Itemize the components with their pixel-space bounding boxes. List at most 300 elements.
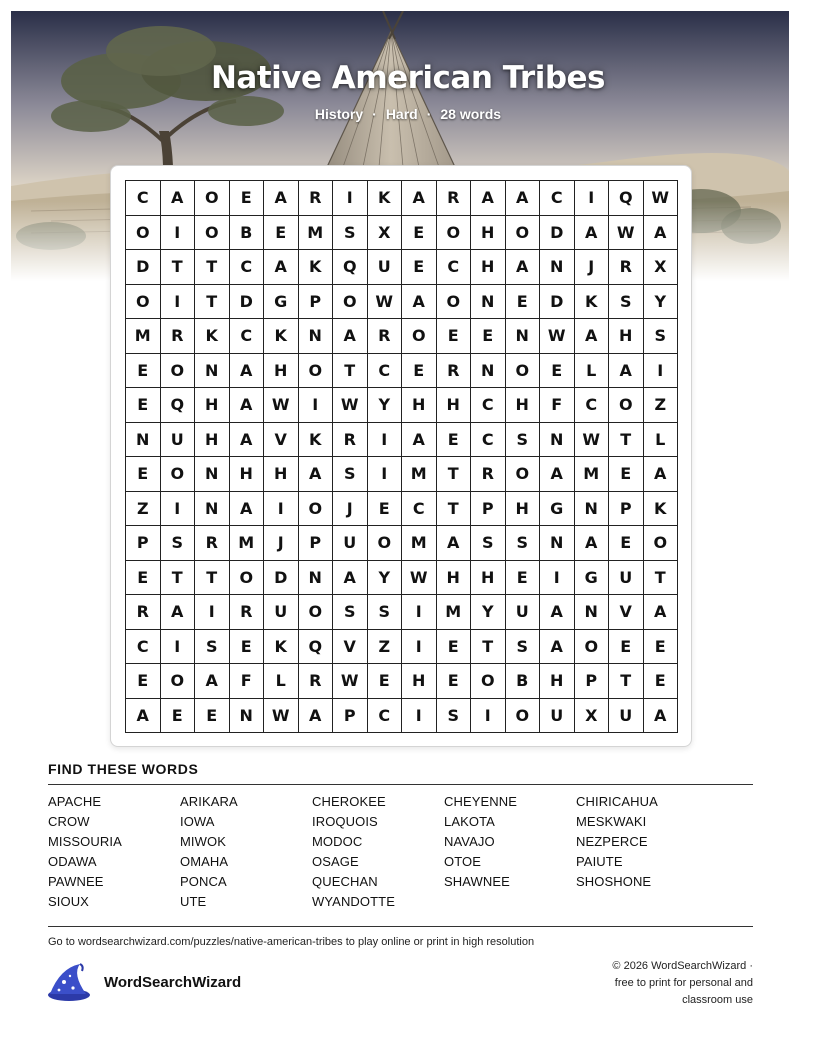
grid-cell[interactable]: O	[161, 664, 196, 699]
word-list-item: LAKOTA	[444, 814, 495, 829]
grid-cell[interactable]: C	[402, 492, 437, 527]
grid-cell[interactable]: Q	[161, 388, 196, 423]
word-list-item: SIOUX	[48, 894, 89, 909]
grid-cell[interactable]: Y	[368, 561, 403, 596]
grid-cell[interactable]: G	[540, 492, 575, 527]
grid-cell[interactable]: U	[264, 595, 299, 630]
grid-cell[interactable]: K	[368, 181, 403, 216]
grid-cell[interactable]: E	[368, 492, 403, 527]
grid-cell[interactable]: A	[299, 457, 334, 492]
grid-cell[interactable]: D	[540, 285, 575, 320]
grid-cell[interactable]: H	[471, 250, 506, 285]
grid-cell[interactable]: A	[402, 181, 437, 216]
subject-label: History	[314, 106, 364, 122]
word-list-item: CHIRICAHUA	[576, 794, 658, 809]
grid-cell[interactable]: N	[540, 526, 575, 561]
grid-cell[interactable]: V	[333, 630, 368, 665]
grid-cell[interactable]: O	[299, 595, 334, 630]
grid-cell[interactable]: U	[333, 526, 368, 561]
grid-cell[interactable]: A	[644, 595, 679, 630]
grid-cell[interactable]: K	[644, 492, 679, 527]
grid-cell[interactable]: V	[264, 423, 299, 458]
grid-cell[interactable]: F	[540, 388, 575, 423]
grid-cell[interactable]: O	[368, 526, 403, 561]
grid-cell[interactable]: N	[195, 492, 230, 527]
grid-cell[interactable]: O	[195, 216, 230, 251]
grid-cell[interactable]: T	[195, 285, 230, 320]
grid-cell[interactable]: A	[230, 423, 265, 458]
word-list-item: NEZPERCE	[576, 834, 648, 849]
grid-cell[interactable]: I	[575, 181, 610, 216]
grid-cell[interactable]: A	[540, 457, 575, 492]
grid-cell[interactable]: I	[333, 181, 368, 216]
grid-cell[interactable]: T	[195, 561, 230, 596]
grid-cell[interactable]: T	[161, 561, 196, 596]
grid-cell[interactable]: I	[161, 492, 196, 527]
grid-cell[interactable]: W	[609, 216, 644, 251]
grid-cell[interactable]: H	[506, 492, 541, 527]
grid-cell[interactable]: L	[575, 354, 610, 389]
grid-cell[interactable]: N	[575, 595, 610, 630]
word-list-item: SHOSHONE	[576, 874, 652, 889]
grid-cell[interactable]: W	[644, 181, 679, 216]
grid-cell[interactable]: E	[126, 561, 161, 596]
divider	[48, 926, 753, 927]
grid-cell[interactable]: O	[506, 699, 541, 734]
grid-cell[interactable]: A	[299, 699, 334, 734]
grid-cell[interactable]: R	[230, 595, 265, 630]
grid-cell[interactable]: C	[126, 630, 161, 665]
grid-cell[interactable]: I	[161, 285, 196, 320]
grid-cell[interactable]: O	[299, 492, 334, 527]
grid-cell[interactable]: A	[540, 595, 575, 630]
grid-cell[interactable]: C	[368, 354, 403, 389]
word-list-item: OTOE	[444, 854, 482, 869]
grid-cell[interactable]: U	[506, 595, 541, 630]
grid-cell[interactable]: C	[437, 250, 472, 285]
grid-cell[interactable]: S	[333, 457, 368, 492]
grid-cell[interactable]: R	[299, 181, 334, 216]
grid-cell[interactable]: Z	[644, 388, 679, 423]
grid-cell[interactable]: I	[471, 699, 506, 734]
grid-cell[interactable]: H	[195, 388, 230, 423]
grid-cell[interactable]: U	[161, 423, 196, 458]
word-list-item: CHEYENNE	[444, 794, 518, 809]
grid-cell[interactable]: A	[230, 354, 265, 389]
grid-cell[interactable]: H	[437, 388, 472, 423]
grid-cell[interactable]: I	[264, 492, 299, 527]
grid-cell[interactable]: O	[506, 216, 541, 251]
grid-cell[interactable]: G	[575, 561, 610, 596]
grid-cell[interactable]: M	[402, 457, 437, 492]
grid-cell[interactable]: P	[471, 492, 506, 527]
grid-cell[interactable]: M	[402, 526, 437, 561]
grid-cell[interactable]: E	[644, 630, 679, 665]
grid-cell[interactable]: T	[471, 630, 506, 665]
grid-cell[interactable]: U	[609, 561, 644, 596]
grid-cell[interactable]: T	[437, 492, 472, 527]
grid-cell[interactable]: E	[126, 457, 161, 492]
grid-cell[interactable]: P	[126, 526, 161, 561]
grid-cell[interactable]: G	[264, 285, 299, 320]
grid-cell[interactable]: N	[299, 561, 334, 596]
grid-cell[interactable]: A	[333, 319, 368, 354]
divider	[48, 784, 753, 785]
word-list-item: UTE	[180, 894, 207, 909]
grid-cell[interactable]: P	[299, 526, 334, 561]
grid-cell[interactable]: W	[264, 388, 299, 423]
grid-cell[interactable]: E	[506, 285, 541, 320]
grid-cell[interactable]: N	[471, 354, 506, 389]
grid-cell[interactable]: E	[437, 319, 472, 354]
grid-cell[interactable]: I	[161, 630, 196, 665]
grid-cell[interactable]: T	[437, 457, 472, 492]
grid-cell[interactable]: W	[540, 319, 575, 354]
grid-cell[interactable]: C	[540, 181, 575, 216]
grid-cell[interactable]: E	[609, 457, 644, 492]
grid-cell[interactable]: N	[195, 457, 230, 492]
grid-cell[interactable]: A	[575, 319, 610, 354]
grid-cell[interactable]: E	[506, 561, 541, 596]
grid-cell[interactable]: E	[609, 526, 644, 561]
grid-cell[interactable]: O	[230, 561, 265, 596]
word-list-heading: FIND THESE WORDS	[48, 761, 199, 777]
grid-cell[interactable]: H	[506, 388, 541, 423]
word-list-item: CHEROKEE	[312, 794, 386, 809]
grid-cell[interactable]: N	[230, 699, 265, 734]
meta-separator: ·	[426, 106, 432, 122]
grid-cell[interactable]: I	[299, 388, 334, 423]
grid-cell[interactable]: N	[506, 319, 541, 354]
grid-cell[interactable]: E	[126, 354, 161, 389]
grid-cell[interactable]: K	[299, 250, 334, 285]
puzzle-meta	[0, 106, 816, 122]
grid-cell[interactable]: P	[299, 285, 334, 320]
grid-cell[interactable]: A	[506, 250, 541, 285]
grid-cell[interactable]: N	[299, 319, 334, 354]
grid-cell[interactable]: H	[471, 561, 506, 596]
grid-cell[interactable]: E	[195, 699, 230, 734]
grid-cell[interactable]: N	[540, 250, 575, 285]
grid-cell[interactable]: P	[333, 699, 368, 734]
grid-cell[interactable]: J	[264, 526, 299, 561]
grid-cell[interactable]: I	[161, 216, 196, 251]
word-list-item: MISSOURIA	[48, 834, 122, 849]
grid-cell[interactable]: S	[506, 526, 541, 561]
grid-cell[interactable]: O	[609, 388, 644, 423]
grid-cell[interactable]: K	[299, 423, 334, 458]
grid-cell[interactable]: A	[161, 181, 196, 216]
grid-cell[interactable]: H	[264, 457, 299, 492]
grid-cell[interactable]: N	[540, 423, 575, 458]
grid-cell[interactable]: I	[368, 457, 403, 492]
grid-cell[interactable]: W	[333, 664, 368, 699]
word-list-item: OSAGE	[312, 854, 359, 869]
grid-cell[interactable]: W	[575, 423, 610, 458]
grid-cell[interactable]: S	[368, 595, 403, 630]
grid-cell[interactable]: S	[506, 630, 541, 665]
word-list-item: QUECHAN	[312, 874, 378, 889]
grid-cell[interactable]: H	[437, 561, 472, 596]
grid-cell[interactable]: N	[471, 285, 506, 320]
grid-cell[interactable]: A	[575, 526, 610, 561]
grid-cell[interactable]: I	[402, 595, 437, 630]
grid-cell[interactable]: J	[333, 492, 368, 527]
grid-cell[interactable]: K	[264, 630, 299, 665]
grid-cell[interactable]: C	[126, 181, 161, 216]
word-list-item: SHAWNEE	[444, 874, 510, 889]
grid-cell[interactable]: A	[264, 250, 299, 285]
grid-cell[interactable]: R	[437, 181, 472, 216]
brand-name: WordSearchWizard	[104, 973, 242, 991]
grid-cell[interactable]: O	[506, 457, 541, 492]
grid-cell[interactable]: S	[161, 526, 196, 561]
grid-cell[interactable]: A	[230, 388, 265, 423]
grid-cell[interactable]: E	[437, 664, 472, 699]
copyright-line: free to print for personal and	[614, 977, 753, 989]
grid-cell[interactable]: H	[264, 354, 299, 389]
word-list-item: OMAHA	[180, 854, 229, 869]
grid-cell[interactable]: S	[471, 526, 506, 561]
grid-cell[interactable]: C	[471, 423, 506, 458]
grid-cell[interactable]: A	[609, 354, 644, 389]
grid-cell[interactable]: O	[299, 354, 334, 389]
grid-cell[interactable]: A	[264, 181, 299, 216]
grid-cell[interactable]: O	[437, 216, 472, 251]
grid-cell[interactable]: H	[471, 216, 506, 251]
grid-cell[interactable]: O	[402, 319, 437, 354]
grid-cell[interactable]: A	[126, 699, 161, 734]
grid-cell[interactable]: R	[609, 250, 644, 285]
grid-cell[interactable]: C	[230, 319, 265, 354]
grid-cell[interactable]: E	[437, 630, 472, 665]
grid-cell[interactable]: U	[368, 250, 403, 285]
grid-cell[interactable]: R	[195, 526, 230, 561]
grid-cell[interactable]: S	[609, 285, 644, 320]
brand[interactable]	[46, 962, 241, 1002]
grid-cell[interactable]: E	[126, 664, 161, 699]
grid-cell[interactable]: A	[644, 699, 679, 734]
copyright-line: © 2026 WordSearchWizard ·	[612, 960, 753, 972]
grid-cell[interactable]: O	[333, 285, 368, 320]
grid-cell[interactable]: I	[368, 423, 403, 458]
grid-cell[interactable]: T	[333, 354, 368, 389]
word-list-item: PAIUTE	[576, 854, 623, 869]
grid-cell[interactable]: I	[644, 354, 679, 389]
grid-cell[interactable]: E	[161, 699, 196, 734]
grid-cell[interactable]: R	[368, 319, 403, 354]
footer-link-text[interactable]: Go to wordsearchwizard.com/puzzles/native-american-tribes to play online or print in high resolution	[48, 936, 535, 948]
grid-cell[interactable]: I	[195, 595, 230, 630]
grid-cell[interactable]: Y	[644, 285, 679, 320]
grid-cell[interactable]: O	[644, 526, 679, 561]
meta-separator: ·	[372, 106, 377, 122]
grid-cell[interactable]: R	[437, 354, 472, 389]
grid-cell[interactable]: W	[333, 388, 368, 423]
grid-cell[interactable]: D	[126, 250, 161, 285]
grid-cell[interactable]: I	[402, 699, 437, 734]
grid-cell[interactable]: H	[402, 664, 437, 699]
grid-cell[interactable]: C	[368, 699, 403, 734]
grid-cell[interactable]: I	[540, 561, 575, 596]
grid-cell[interactable]: T	[195, 250, 230, 285]
grid-cell[interactable]: P	[575, 664, 610, 699]
grid-cell[interactable]: A	[161, 595, 196, 630]
word-list	[48, 793, 753, 910]
grid-cell[interactable]: E	[402, 354, 437, 389]
difficulty-label: Hard	[385, 106, 418, 122]
grid-cell[interactable]: L	[264, 664, 299, 699]
grid-cell[interactable]: S	[644, 319, 679, 354]
grid-cell[interactable]: W	[368, 285, 403, 320]
grid-cell[interactable]: K	[195, 319, 230, 354]
grid-cell[interactable]: O	[471, 664, 506, 699]
grid-cell[interactable]: V	[609, 595, 644, 630]
word-list-item: MODOC	[312, 834, 363, 849]
grid-cell[interactable]: H	[195, 423, 230, 458]
grid-cell[interactable]: C	[230, 250, 265, 285]
grid-cell[interactable]: D	[540, 216, 575, 251]
grid-cell[interactable]: E	[230, 630, 265, 665]
grid-cell[interactable]: A	[195, 664, 230, 699]
grid-cell[interactable]: A	[402, 285, 437, 320]
grid-cell[interactable]: E	[402, 216, 437, 251]
grid-cell[interactable]: I	[402, 630, 437, 665]
grid-cell[interactable]: K	[575, 285, 610, 320]
word-count-label: 28 words	[440, 106, 502, 122]
grid-cell[interactable]: N	[126, 423, 161, 458]
grid-cell[interactable]: K	[264, 319, 299, 354]
grid-cell[interactable]: S	[195, 630, 230, 665]
grid-cell[interactable]: L	[644, 423, 679, 458]
word-list-item: NAVAJO	[444, 834, 495, 849]
grid-cell[interactable]: E	[471, 319, 506, 354]
grid-cell[interactable]: E	[264, 216, 299, 251]
word-list-item: CROW	[48, 814, 90, 829]
grid-cell[interactable]: O	[195, 181, 230, 216]
grid-cell[interactable]: R	[299, 664, 334, 699]
grid-cell[interactable]: B	[506, 664, 541, 699]
grid-cell[interactable]: R	[161, 319, 196, 354]
wizard-hat-icon	[46, 962, 92, 1002]
grid-cell[interactable]: A	[333, 561, 368, 596]
grid-cell[interactable]: S	[437, 699, 472, 734]
word-list-item: APACHE	[48, 794, 102, 809]
grid-cell[interactable]: X	[575, 699, 610, 734]
grid-cell[interactable]: Q	[299, 630, 334, 665]
grid-cell[interactable]: A	[575, 216, 610, 251]
grid-cell[interactable]: A	[471, 181, 506, 216]
grid-cell[interactable]: O	[161, 457, 196, 492]
grid-cell[interactable]: E	[609, 630, 644, 665]
grid-cell[interactable]: C	[471, 388, 506, 423]
grid-cell[interactable]: J	[575, 250, 610, 285]
word-list-item: MIWOK	[180, 834, 226, 849]
grid-cell[interactable]: U	[609, 699, 644, 734]
grid-cell[interactable]: X	[644, 250, 679, 285]
grid-cell[interactable]: B	[230, 216, 265, 251]
grid-cell[interactable]: F	[230, 664, 265, 699]
grid-cell[interactable]: D	[264, 561, 299, 596]
grid-cell[interactable]: H	[402, 388, 437, 423]
grid-cell[interactable]: N	[195, 354, 230, 389]
grid-cell[interactable]: T	[644, 561, 679, 596]
puzzle-card	[110, 165, 692, 747]
grid-cell[interactable]: T	[609, 664, 644, 699]
grid-cell[interactable]: O	[437, 285, 472, 320]
grid-cell[interactable]: E	[437, 423, 472, 458]
grid-cell[interactable]: O	[126, 285, 161, 320]
grid-cell[interactable]: O	[506, 354, 541, 389]
grid-cell[interactable]: E	[402, 250, 437, 285]
word-list-item: MESKWAKI	[576, 814, 647, 829]
grid-cell[interactable]: S	[333, 595, 368, 630]
grid-cell[interactable]: O	[126, 216, 161, 251]
grid-cell[interactable]: Q	[333, 250, 368, 285]
grid-cell[interactable]: W	[264, 699, 299, 734]
grid-cell[interactable]: Q	[609, 181, 644, 216]
grid-cell[interactable]: R	[126, 595, 161, 630]
grid-cell[interactable]: A	[402, 423, 437, 458]
letter-grid[interactable]	[125, 180, 678, 733]
grid-cell[interactable]: Z	[126, 492, 161, 527]
grid-cell[interactable]: U	[540, 699, 575, 734]
word-list-item: WYANDOTTE	[312, 894, 395, 909]
grid-cell[interactable]: H	[609, 319, 644, 354]
grid-cell[interactable]: M	[437, 595, 472, 630]
word-list-item: PAWNEE	[48, 874, 104, 889]
grid-cell[interactable]: T	[161, 250, 196, 285]
grid-cell[interactable]: H	[230, 457, 265, 492]
grid-cell[interactable]: R	[333, 423, 368, 458]
grid-cell[interactable]: D	[230, 285, 265, 320]
grid-cell[interactable]: A	[540, 630, 575, 665]
grid-cell[interactable]: P	[609, 492, 644, 527]
grid-cell[interactable]: O	[161, 354, 196, 389]
grid-cell[interactable]: M	[575, 457, 610, 492]
word-list-item: IOWA	[180, 814, 215, 829]
grid-cell[interactable]: A	[644, 216, 679, 251]
grid-cell[interactable]: S	[333, 216, 368, 251]
grid-cell[interactable]: A	[644, 457, 679, 492]
grid-cell[interactable]: O	[575, 630, 610, 665]
grid-cell[interactable]: A	[437, 526, 472, 561]
grid-cell[interactable]: S	[506, 423, 541, 458]
grid-cell[interactable]: M	[230, 526, 265, 561]
grid-cell[interactable]: H	[540, 664, 575, 699]
grid-cell[interactable]: R	[471, 457, 506, 492]
grid-cell[interactable]: E	[540, 354, 575, 389]
grid-cell[interactable]: T	[609, 423, 644, 458]
grid-cell[interactable]: X	[368, 216, 403, 251]
grid-cell[interactable]: Z	[368, 630, 403, 665]
grid-cell[interactable]: C	[575, 388, 610, 423]
grid-cell[interactable]: M	[126, 319, 161, 354]
grid-cell[interactable]: Y	[471, 595, 506, 630]
copyright-line: classroom use	[682, 994, 753, 1006]
grid-cell[interactable]: W	[402, 561, 437, 596]
grid-cell[interactable]: E	[126, 388, 161, 423]
grid-cell[interactable]: E	[644, 664, 679, 699]
grid-cell[interactable]: A	[230, 492, 265, 527]
grid-cell[interactable]: Y	[368, 388, 403, 423]
grid-cell[interactable]: M	[299, 216, 334, 251]
grid-cell[interactable]: N	[575, 492, 610, 527]
grid-cell[interactable]: E	[230, 181, 265, 216]
grid-cell[interactable]: E	[368, 664, 403, 699]
copyright	[533, 958, 753, 1009]
grid-cell[interactable]: A	[506, 181, 541, 216]
